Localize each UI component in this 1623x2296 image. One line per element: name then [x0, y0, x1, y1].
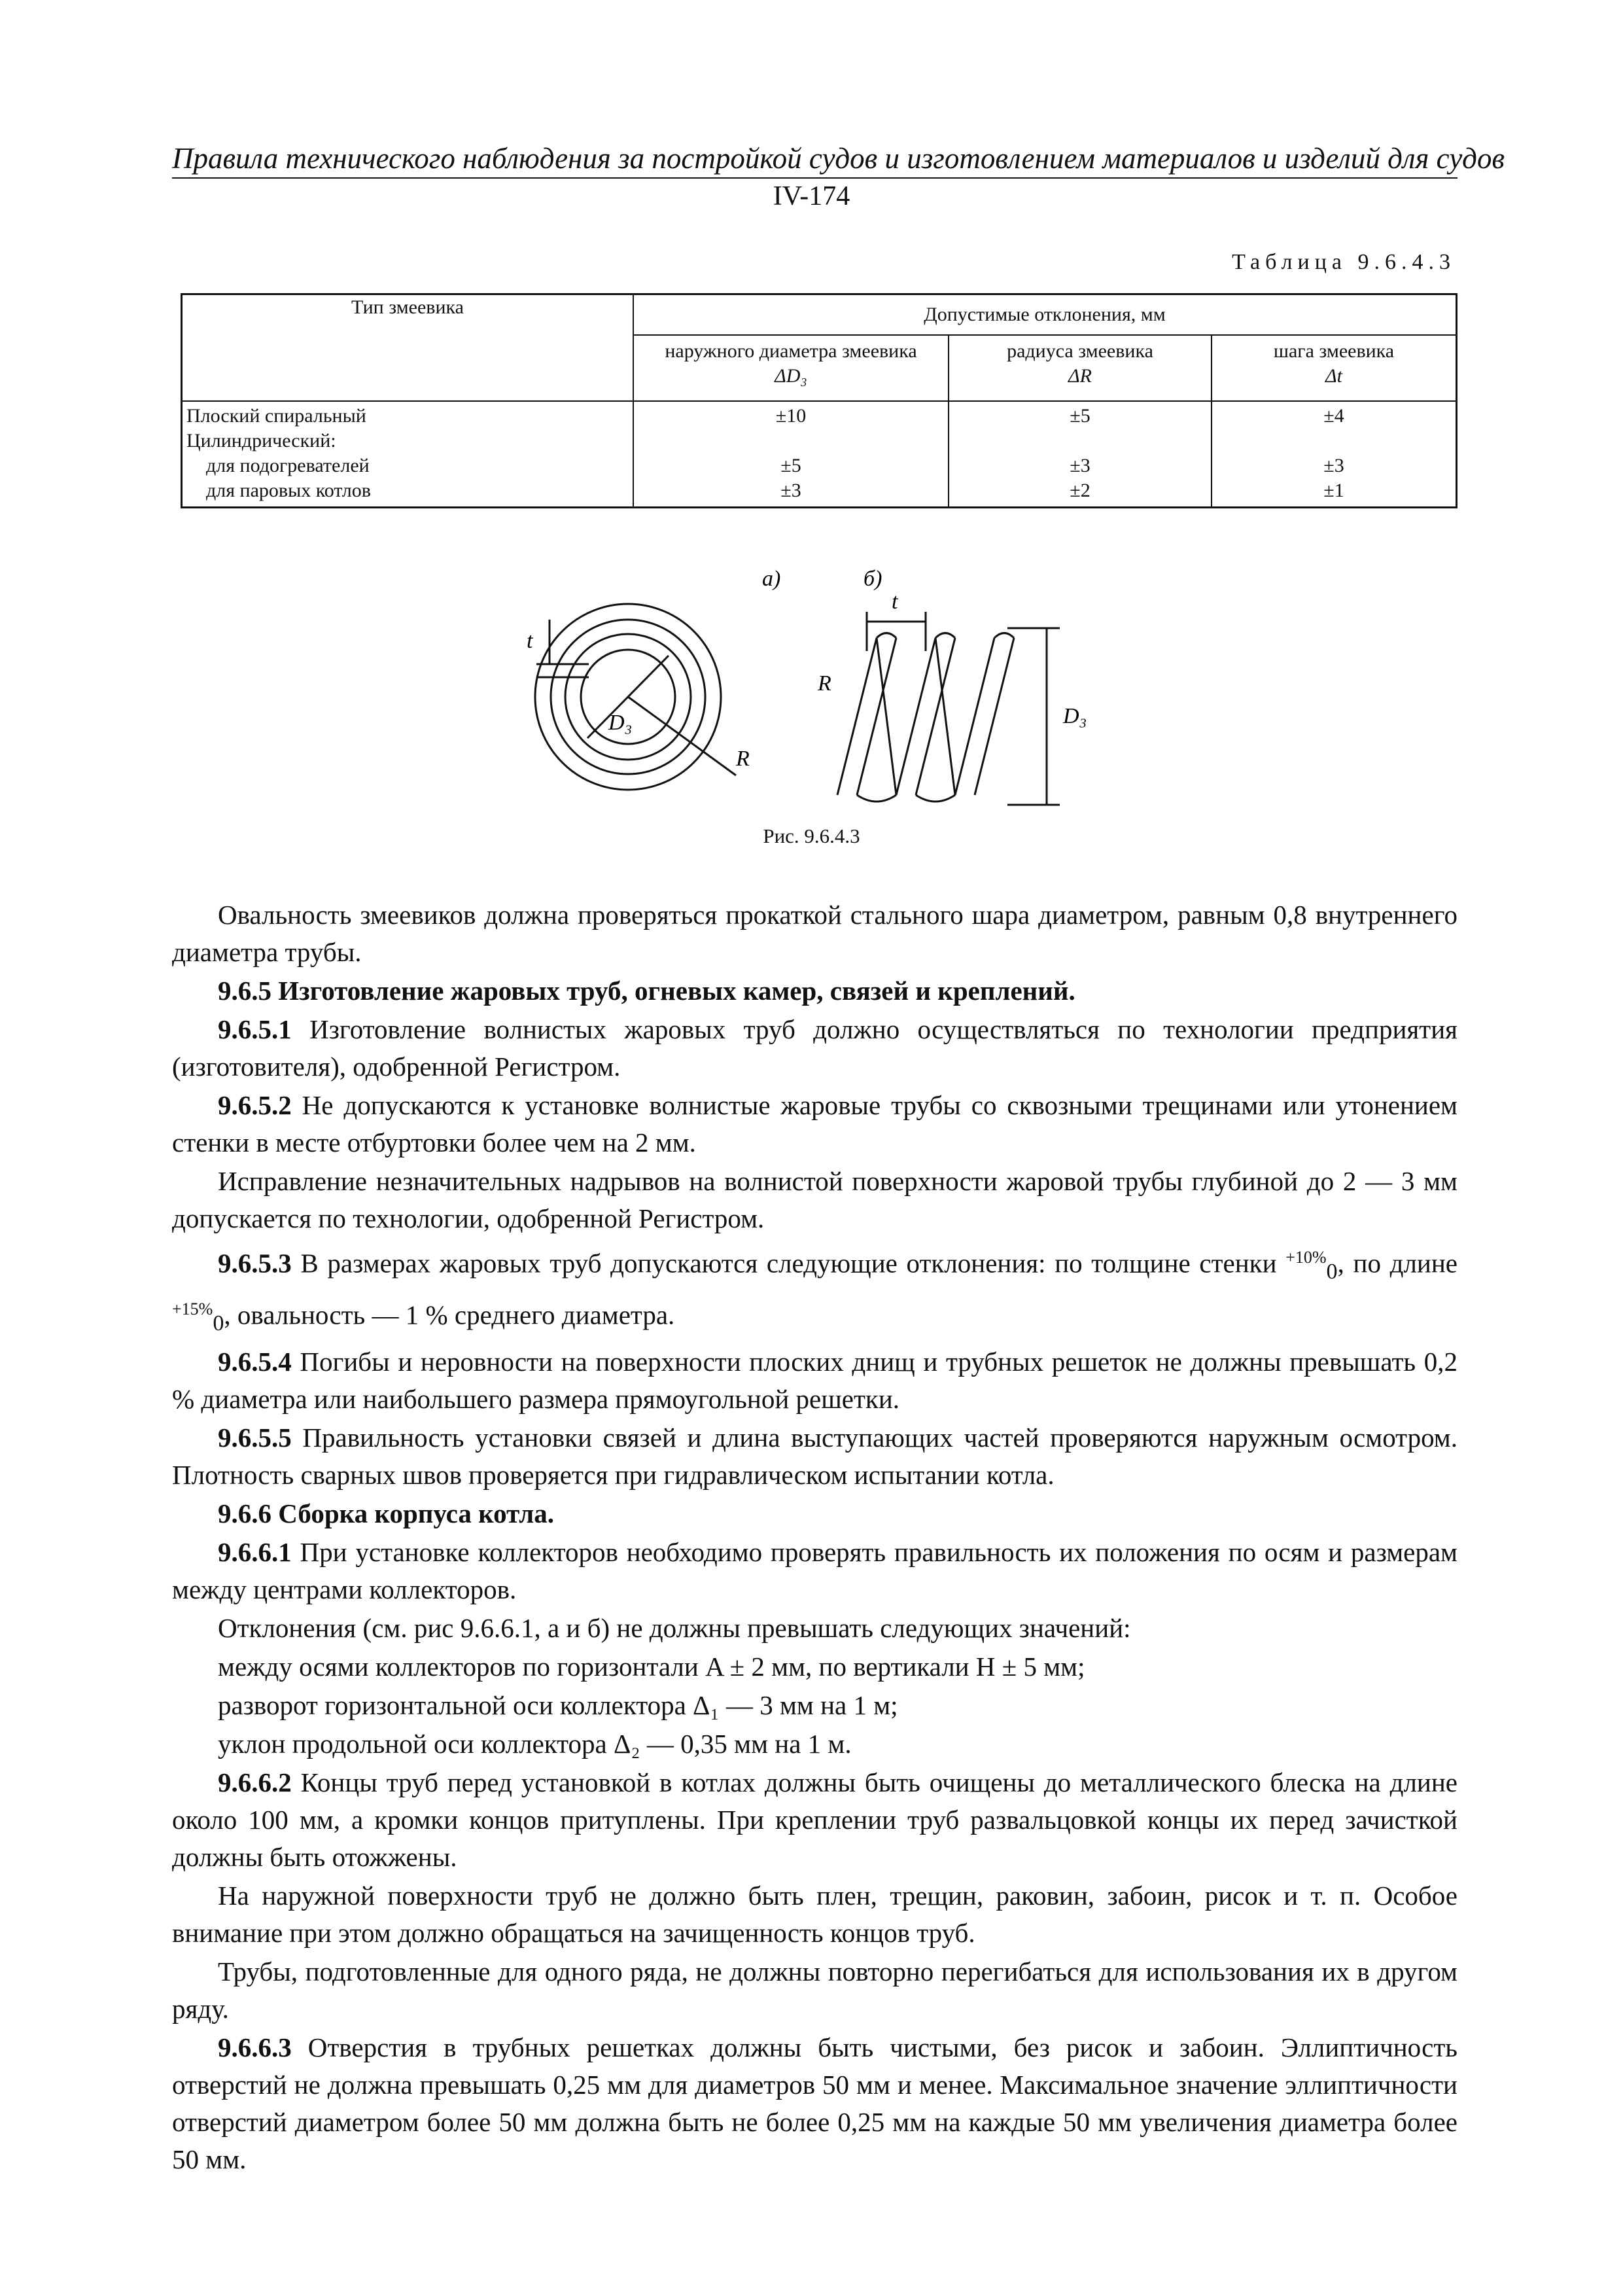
body-text — [172, 896, 1457, 2180]
col-header-deviations: Допустимые отклонения, мм — [633, 294, 1457, 336]
paragraph: Трубы, подготовленные для одного ряда, не должны повторно перегибаться для использования их в другом ряду. — [172, 1956, 1457, 2024]
cell-value — [950, 429, 1210, 454]
paragraph: 9.6.6.1 При установке коллекторов необходимо проверять правильность их положения по осям и размерам между центрами коллекторов. — [172, 1536, 1457, 1604]
label-t-a: t — [527, 629, 533, 653]
paragraph: 9.6.5.3 В размерах жаровых труб допускаются следующие отклонения: по толщине стенки $^{+10\%}_0$, по длине $^{+15\%}_0$, овальность — 1 % среднего диаметра. — [172, 1248, 1457, 1335]
label-d-b: D₃ — [1063, 704, 1087, 728]
paragraph: Исправление незначительных надрывов на волнистой поверхности жаровой трубы глубиной до 2 — 3 мм допускается по технологии, одобренной Регистром. — [172, 1166, 1457, 1233]
paragraph: 9.6.5.5 Правильность установки связей и длина выступающих частей проверяются наружным осмотром. Плотность сварных швов проверяется при гидравлическом испытании котла. — [172, 1422, 1457, 1490]
col-header-radius: радиуса змеевика ΔR — [949, 335, 1212, 401]
cylindrical-coil — [837, 633, 1014, 802]
cell-value: ±10 — [775, 405, 807, 427]
row-name: для паровых котлов — [206, 480, 371, 501]
cell-value — [635, 429, 947, 454]
cell-value: ±2 — [1070, 480, 1091, 501]
cell-value: ±3 — [1070, 455, 1091, 476]
label-d-a: D₃ — [608, 711, 633, 735]
page-number: IV-174 — [773, 181, 850, 211]
table-row — [182, 401, 1457, 508]
paragraph: 9.6.5.4 Погибы и неровности на поверхности плоских днищ и трубных решеток не должны превышать 0,2 % диаметра или наибольшего размера прямоугольной решетки. — [172, 1346, 1457, 1414]
paragraph: разворот горизонтальной оси коллектора Δ₁ — 3 мм на 1 м; — [218, 1689, 898, 1720]
col-header-pitch: шага змеевика Δt — [1212, 335, 1457, 401]
paragraph: между осями коллекторов по горизонтали A ± 2 мм, по вертикали H ± 5 мм; — [218, 1651, 1085, 1682]
cell-value: ±3 — [1323, 455, 1344, 476]
paragraph: Овальность змеевиков должна проверяться прокаткой стального шара диаметром, равным 0,8 внутреннего диаметра трубы. — [172, 900, 1457, 967]
paragraph: 9.6.6.2 Концы труб перед установкой в котлах должны быть очищены до металлического блеска на длине около 100 мм, а кромки концов притуплены. При креплении труб развальцовкой концы их перед зачисткой должны быть отожжены. — [172, 1767, 1457, 1872]
paragraph: 9.6.5.2 Не допускаются к установке волнистые жаровые трубы со сквозными трещинами или утонением стенки в месте отбуртовки более чем на 2 мм. — [172, 1090, 1457, 1157]
cell-value: ±1 — [1323, 480, 1344, 501]
tolerance-table — [181, 293, 1457, 508]
row-name: Плоский спиральный — [186, 405, 366, 427]
paragraph: Отклонения (см. рис 9.6.6.1, а и б) не должны превышать следующих значений: — [218, 1612, 1131, 1643]
row-name: для подогревателей — [206, 455, 370, 476]
table-caption: Таблица 9.6.4.3 — [1232, 250, 1456, 274]
label-t-b: t — [892, 590, 898, 614]
cell-value: ±5 — [780, 455, 801, 476]
section-heading: 9.6.6 Сборка корпуса котла. — [218, 1498, 554, 1528]
paragraph: 9.6.6.3 Отверстия в трубных решетках должны быть чистыми, без рисок и забоин. Эллиптичность отверстий не должна превышать 0,25 мм для диаметров 50 мм и менее. Максимальное значение эллиптичности отверстий диаметром более 50 мм должна быть не более 0,25 мм на каждые 50 мм увеличения диаметра более 50 мм. — [172, 2032, 1457, 2174]
col-header-diameter: наружного диаметра змеевика ΔD₃ — [633, 335, 949, 401]
section-heading: 9.6.5 Изготовление жаровых труб, огневых камер, связей и креплений. — [218, 976, 1075, 1006]
figure-label-a: а) — [762, 567, 781, 591]
cell-value: ±3 — [780, 480, 801, 501]
running-header: Правила технического наблюдения за постройкой судов и изготовлением материалов и изделий для судов — [172, 141, 1457, 179]
label-r-a: R — [736, 747, 750, 771]
coil-drawing — [510, 559, 1164, 834]
paragraph: 9.6.5.1 Изготовление волнистых жаровых труб должно осуществляться по технологии предприятия (изготовителя), одобренной Регистром. — [172, 1014, 1457, 1082]
paragraph: уклон продольной оси коллектора Δ₂ — 0,35 мм на 1 м. — [218, 1728, 852, 1759]
row-name: Цилиндрический: — [186, 430, 336, 451]
cell-value: ±4 — [1323, 405, 1344, 427]
paragraph: На наружной поверхности труб не должно быть плен, трещин, раковин, забоин, рисок и т. п. Особое внимание при этом должно обращаться на зачищенность концов труб. — [172, 1880, 1457, 1948]
label-r-b: R — [818, 671, 831, 696]
col-header-type: Тип змеевика — [182, 294, 634, 402]
figure-label-b: б) — [864, 567, 882, 591]
cell-value: ±5 — [1070, 405, 1091, 427]
cell-value — [1213, 429, 1455, 454]
figure-caption: Рис. 9.6.4.3 — [763, 824, 860, 847]
